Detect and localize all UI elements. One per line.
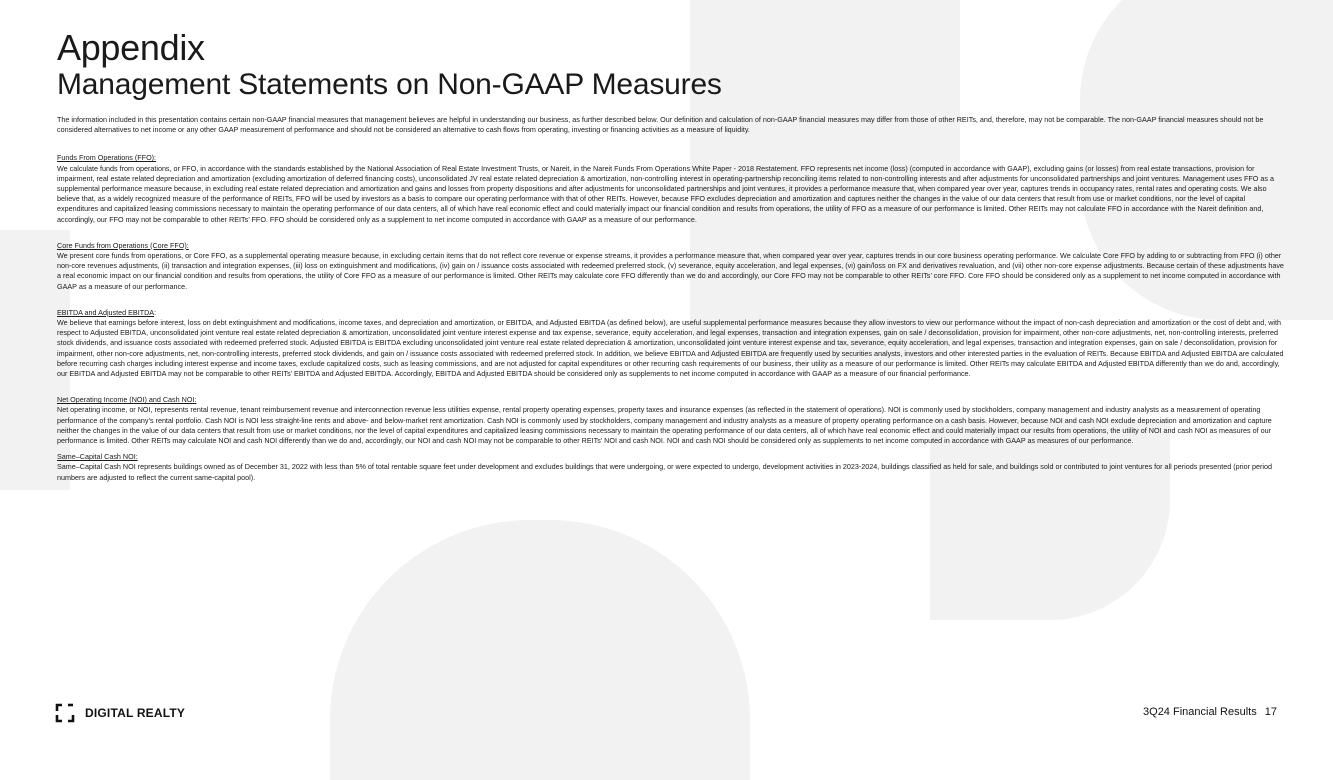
section-body: We believe that earnings before interest, loss on debt extinguishment and modifications, income taxes, and depreciation and amortization, or EBITDA, and Adjusted EBITDA (as defined below), are useful supplemental performance measures because they allow investors to view our performance without the impact of non-cash depreciation and amortization or the cost of debt and, with respect to Adjusted EBITDA, unconsolidated joint venture real estate related depreciation & amortization, unconsolidated joint venture interest expense and tax expense, severance, equity acceleration, and legal expenses, transaction and integration expenses, gain on sale / deconsolidation, provision for impairment, other non-core adjustments, net, non-controlling interests, preferred stock dividends, and issuance costs associated with redeemed preferred stock. Adjusted EBITDA is EBITDA excluding unconsolidated joint venture real estate related depreciation & amortization, unconsolidated joint venture interest expense and tax, severance, equity acceleration, and legal expenses, transaction and integration expenses, gain on sale / deconsolidation, provision for impairment, other non-core adjustments, net, non-controlling interests, preferred stock dividends, and gain on / issuance costs associated with redeemed preferred stock. In addition, we believe EBITDA and Adjusted EBITDA are frequently used by securities analysts, investors and other interested parties in the evaluation of REITs. Because EBITDA and Adjusted EBITDA are calculated before recurring cash charges including interest expense and income taxes, exclude capitalized costs, such as leasing commissions, and are not adjusted for capital expenditures or other recurring cash requirements of our business, their utility as a measure of our performance is limited. Other REITs may calculate EBITDA and Adjusted EBITDA differently than we do and, accordingly, our EBITDA and Adjusted EBITDA may not be comparable to other REITs’ EBITDA and Adjusted EBITDA. Accordingly, EBITDA and Adjusted EBITDA should be considered only as supplements to net income computed in accordance with GAAP as a measure of our financial performance.: [57, 318, 1284, 379]
company-logo: [55, 703, 185, 723]
section-title-suffix: :: [154, 307, 157, 317]
section-same-capital-noi: [57, 452, 1285, 483]
page-title: Appendix: [57, 27, 205, 68]
section-title: Same–Capital Cash NOI:: [57, 452, 138, 462]
section-body: Same–Capital Cash NOI represents buildings owned as of December 31, 2022 with less than 5% of total rentable square feet under development and excludes buildings that were undergoing, or were expected to undergo, development activities in 2023-2024, buildings classified as held for sale, and buildings sold or contributed to joint ventures for all periods presented (prior period numbers are adjusted to reflect the current same-capital pool).: [57, 462, 1273, 482]
page-number: 17: [1264, 706, 1277, 718]
section-body: We present core funds from operations, or Core FFO, as a supplemental operating measure because, in excluding certain items that do not reflect core revenue or expense streams, it provides a performance measure that, when compared year over year, captures trends in our core business operating performance. We calculate Core FFO by adding to or subtracting from FFO (i) other non-core revenues adjustments, (ii) transaction and integration expenses, (iii) loss on extinguishment and modifications, (iv) gain on / issuance costs associated with redeemed preferred stock, (v) severance, equity acceleration, and legal expenses, (vi) gain/loss on FX and derivatives revaluation, and (vii) other non-core expense adjustments. Because certain of these adjustments have a real economic impact on our financial condition and results from operations, the utility of Core FFO as a measure of our performance is limited. Other REITs may calculate core FFO differently than we do and accordingly, our Core FFO may not be comparable to other REITs’ core FFO. Core FFO should be considered only as a supplement to net income computed in accordance with GAAP as a measure of our performance.: [57, 251, 1284, 291]
section-title: EBITDA and Adjusted EBITDA: [57, 307, 155, 317]
report-label: 3Q24 Financial Results: [1143, 706, 1257, 718]
section-title: Core Funds from Operations (Core FFO):: [57, 240, 189, 250]
page-subtitle: Management Statements on Non-GAAP Measures: [57, 68, 722, 101]
section-body: We calculate funds from operations, or FFO, in accordance with the standards established by the National Association of Real Estate Investment Trusts, or Nareit, in the Nareit Funds From Operations White Paper - 2018 Restatement. FFO represents net income (loss) (computed in accordance with GAAP), excluding gains (or losses) from real estate transactions, provision for impairment, real estate related depreciation and amortization (excluding amortization of deferred financing costs), unconsolidated JV real estate related depreciation & amortization, non-controlling interest in operating-partnership reconciling items related to non-controlling interests and after adjustments for unconsolidated partnerships and joint ventures. Management uses FFO as a supplemental performance measure because, in excluding real estate related depreciation and amortization and gains and losses from property dispositions and after adjustments for unconsolidated partnerships and joint ventures, it provides a performance measure that, when compared year over year, captures trends in occupancy rates, rental rates and operating costs. We also believe that, as a widely recognized measure of the performance of REITs, FFO will be used by investors as a basis to compare our operating performance with that of other REITs. However, because FFO excludes depreciation and amortization and captures neither the changes in the value of our data centers that result from use or market conditions, nor the level of capital expenditures and capitalized leasing commissions necessary to maintain the operating performance of our data centers, all of which have real economic effect and could materially impact our financial condition and results from operations, the utility of FFO as a measure of our performance is limited. Other REITs may not calculate FFO in accordance with the Nareit definition and, accordingly, our FFO may not be comparable to other REITs’ FFO. FFO should be considered only as a supplement to net income computed in accordance with GAAP as a measure of our performance.: [57, 163, 1274, 224]
section-core-ffo: [57, 241, 1285, 292]
section-noi: [57, 395, 1285, 446]
background-shape: [330, 520, 750, 780]
intro-paragraph: The information included in this presentation contains certain non-GAAP financial measures that management believes are helpful in understanding our business, as further described below. Our definition and calculation of non-GAAP financial measures may differ from those of other REITs, and, therefore, may not be comparable. The non-GAAP financial measures should not be considered alternatives to net income or any other GAAP measurement of performance and should not be considered an alternative to cash flows from operating, investing or financing activities as a measure of liquidity.: [57, 115, 1264, 135]
section-body: Net operating income, or NOI, represents rental revenue, tenant reimbursement revenue and interconnection revenue less utilities expense, rental property operating expenses, property taxes and insurance expenses (as reflected in the statement of operations). NOI is commonly used by stockholders, company management and industry analysts as a measurement of operating performance of the company’s rental portfolio. Cash NOI is NOI less straight-line rents and above- and below-market rent amortization. Cash NOI is commonly used by stockholders, company management and industry analysts as a measure of property operating performance on a cash basis. However, because NOI and cash NOI exclude depreciation and amortization and capture neither the changes in the value of our data centers that result from use or market conditions, nor the level of capital expenditures and capitalized leasing commissions necessary to maintain the operating performance of our data centers, all of which have real economic effect and could materially impact our results from operations, the utility of NOI and cash NOI as measures of our performance is limited. Other REITs may calculate NOI and cash NOI differently than we do and, accordingly, our NOI and cash NOI may not be comparable to other REITs’ NOI and cash NOI. NOI and cash NOI should be considered only as supplements to net income computed in accordance with GAAP as measures of our performance.: [57, 405, 1272, 446]
footer-info: [1143, 706, 1277, 718]
section-title: Funds From Operations (FFO):: [57, 153, 157, 163]
section-ebitda: [57, 308, 1285, 379]
digital-realty-logo-icon: [55, 703, 75, 723]
slide-content: [57, 28, 1285, 499]
section-title: Net Operating Income (NOI) and Cash NOI:: [57, 395, 197, 405]
logo-text: DIGITAL REALTY: [85, 706, 186, 720]
section-ffo: [57, 153, 1285, 224]
